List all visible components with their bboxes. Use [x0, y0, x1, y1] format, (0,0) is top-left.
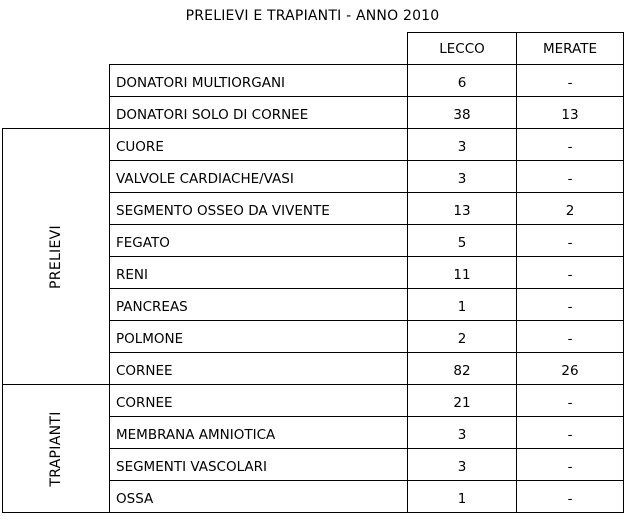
page-title: PRELIEVI E TRAPIANTI - ANNO 2010 — [185, 8, 440, 24]
merate-value: - — [517, 161, 624, 193]
merate-value: - — [517, 481, 624, 513]
merate-value: - — [517, 385, 624, 417]
header-row — [3, 33, 624, 65]
merate-value: - — [517, 65, 624, 97]
row-label: MEMBRANA AMNIOTICA — [110, 417, 408, 449]
lecco-value: 3 — [408, 129, 517, 161]
merate-value: - — [517, 129, 624, 161]
row-label: POLMONE — [110, 321, 408, 353]
row-label: SEGMENTI VASCOLARI — [110, 449, 408, 481]
lecco-value: 5 — [408, 225, 517, 257]
row-label: DONATORI MULTIORGANI — [110, 65, 408, 97]
group-spacer — [3, 65, 110, 97]
merate-value: - — [517, 417, 624, 449]
row-label: VALVOLE CARDIACHE/VASI — [110, 161, 408, 193]
merate-value: - — [517, 225, 624, 257]
header-spacer — [3, 33, 408, 65]
table-row — [3, 65, 624, 97]
group-label-prelievi: PRELIEVI — [48, 224, 64, 289]
row-label: FEGATO — [110, 225, 408, 257]
row-label: CORNEE — [110, 385, 408, 417]
row-label: CUORE — [110, 129, 408, 161]
merate-value: - — [517, 257, 624, 289]
merate-value: - — [517, 449, 624, 481]
column-header-lecco: LECCO — [408, 33, 517, 65]
group-spacer — [3, 97, 110, 129]
lecco-value: 82 — [408, 353, 517, 385]
row-label: CORNEE — [110, 353, 408, 385]
lecco-value: 13 — [408, 193, 517, 225]
lecco-value: 3 — [408, 417, 517, 449]
row-label: RENI — [110, 257, 408, 289]
merate-value: 13 — [517, 97, 624, 129]
row-label: PANCREAS — [110, 289, 408, 321]
group-trapianti — [3, 385, 110, 513]
lecco-value: 2 — [408, 321, 517, 353]
merate-value: - — [517, 289, 624, 321]
lecco-value: 3 — [408, 161, 517, 193]
group-prelievi — [3, 129, 110, 385]
table-row — [3, 97, 624, 129]
lecco-value: 38 — [408, 97, 517, 129]
row-label: DONATORI SOLO DI CORNEE — [110, 97, 408, 129]
lecco-value: 6 — [408, 65, 517, 97]
lecco-value: 1 — [408, 289, 517, 321]
table-row — [3, 385, 624, 417]
row-label: OSSA — [110, 481, 408, 513]
merate-value: 26 — [517, 353, 624, 385]
group-label-trapianti: TRAPIANTI — [48, 410, 64, 487]
merate-value: - — [517, 321, 624, 353]
data-table — [2, 32, 624, 513]
column-header-merate: MERATE — [517, 33, 624, 65]
row-label: SEGMENTO OSSEO DA VIVENTE — [110, 193, 408, 225]
merate-value: 2 — [517, 193, 624, 225]
table-row — [3, 129, 624, 161]
lecco-value: 3 — [408, 449, 517, 481]
lecco-value: 11 — [408, 257, 517, 289]
lecco-value: 21 — [408, 385, 517, 417]
lecco-value: 1 — [408, 481, 517, 513]
